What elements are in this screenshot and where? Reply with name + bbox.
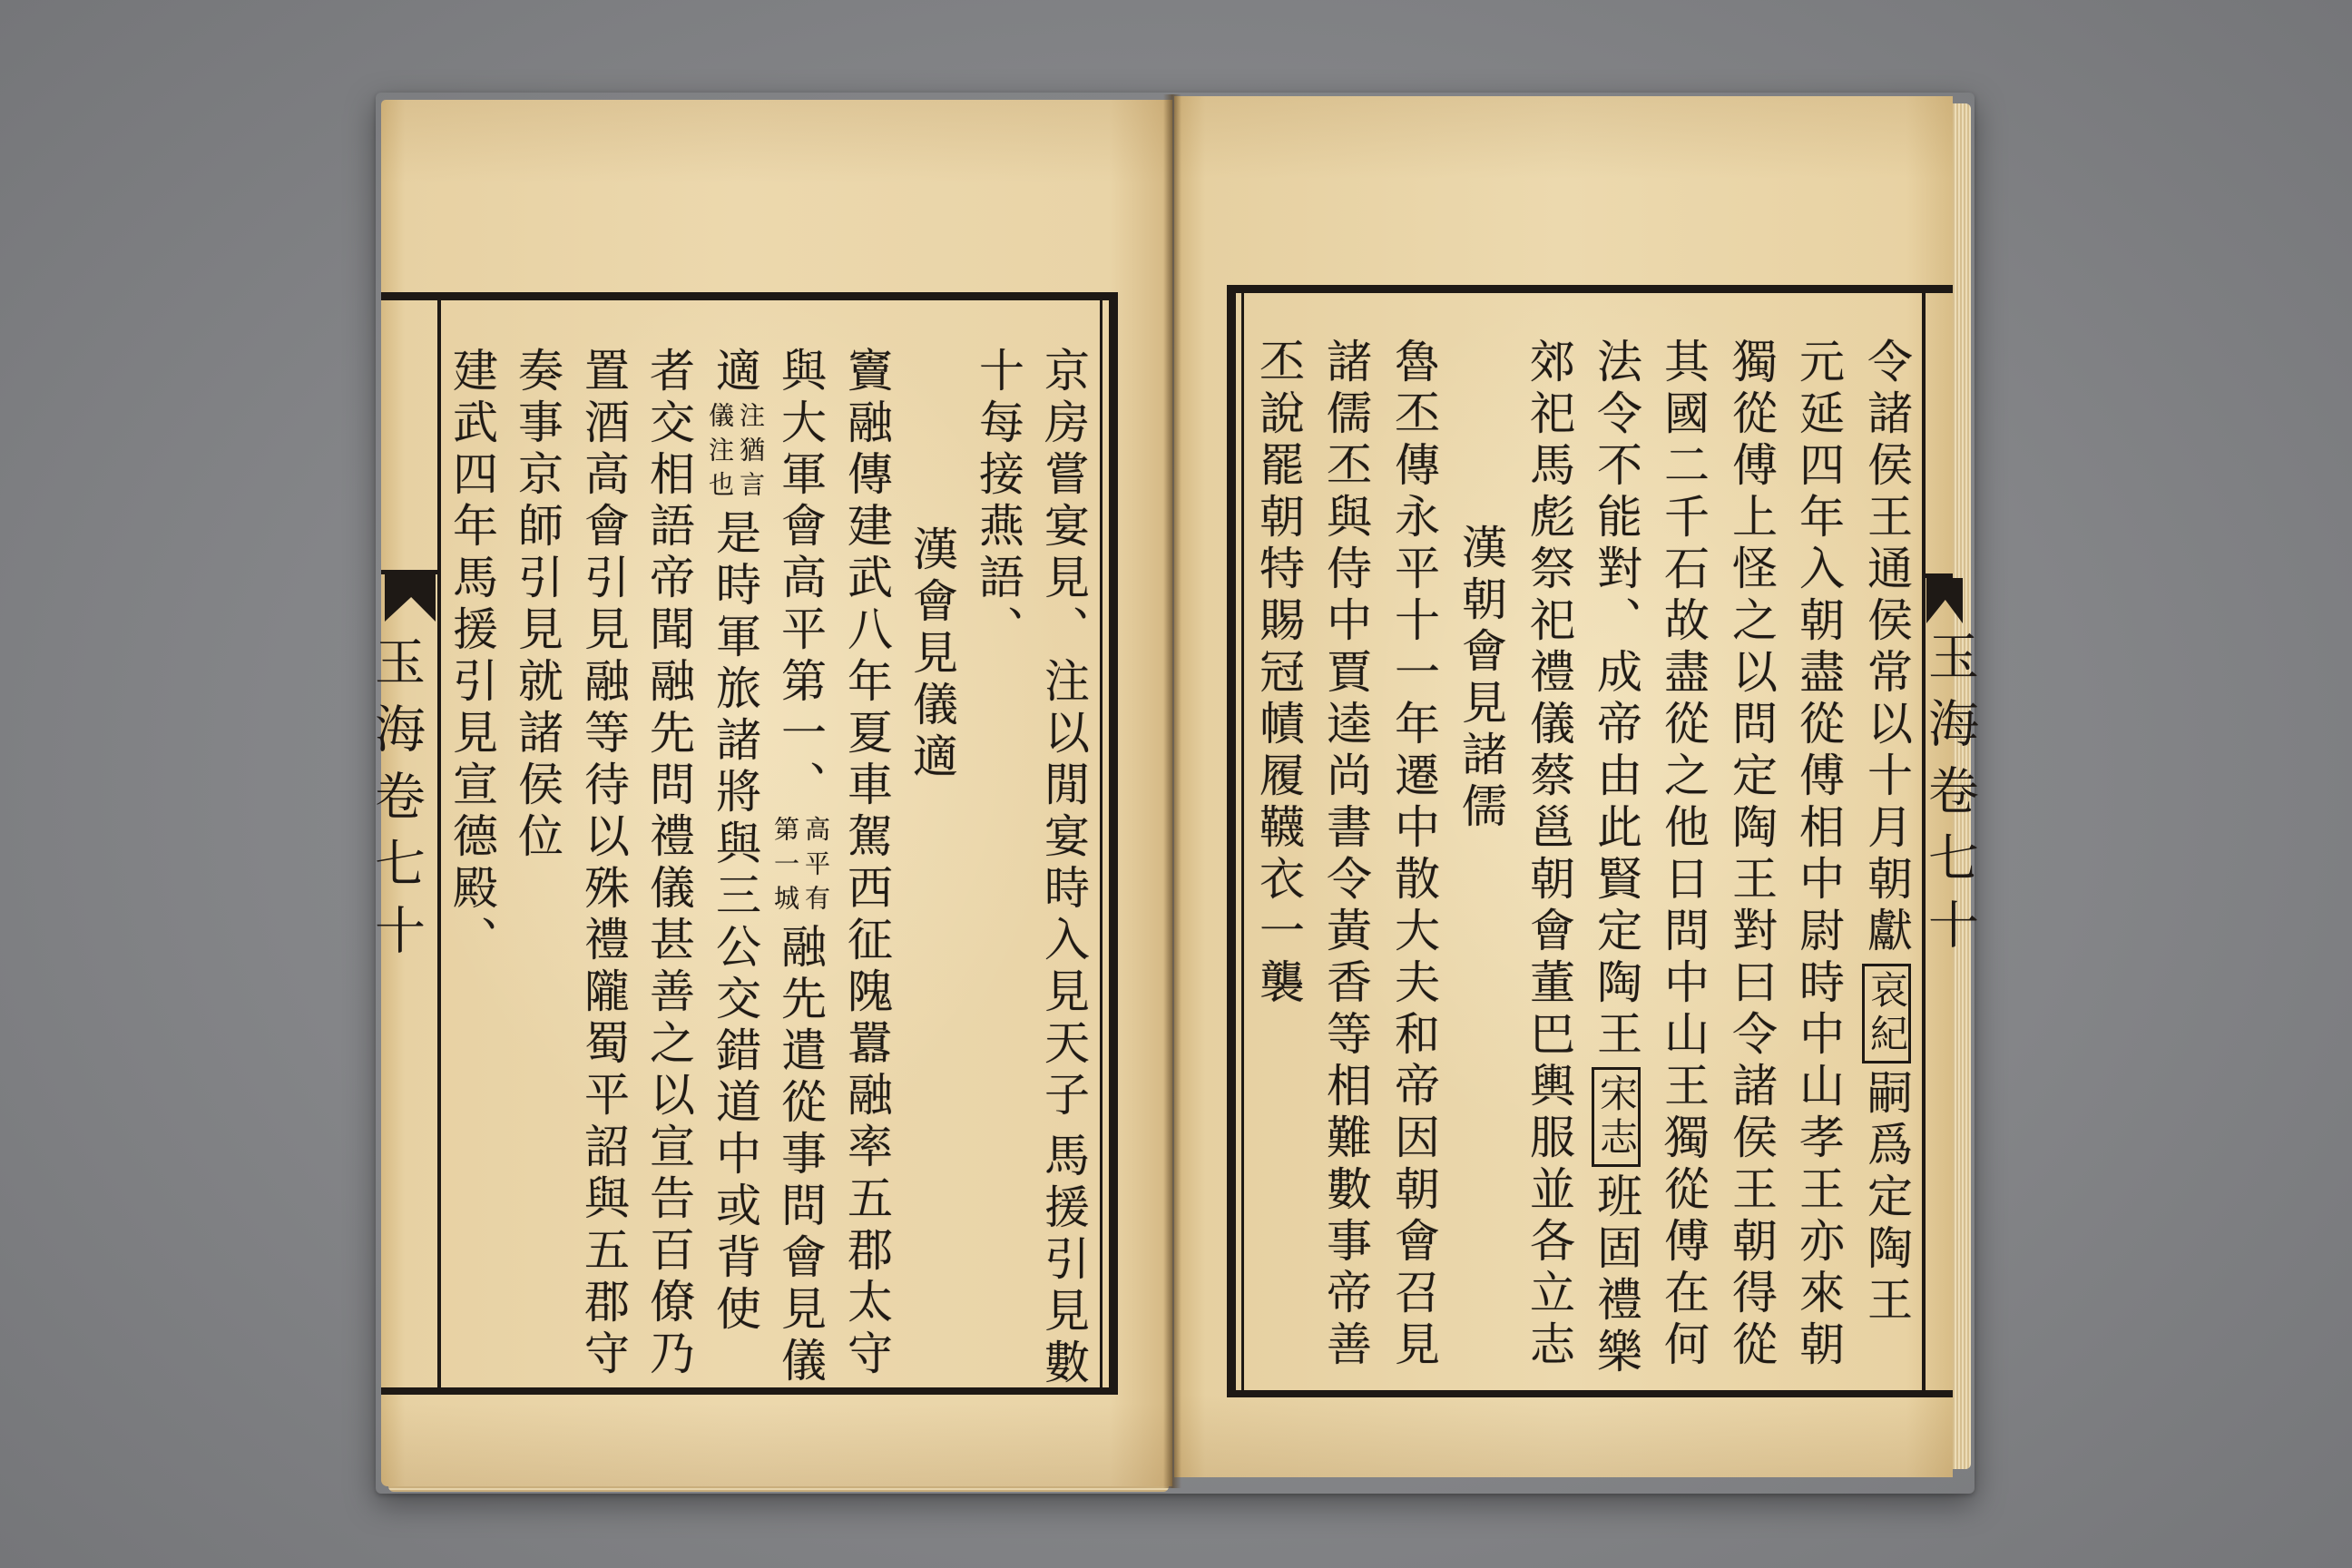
note-line: 第一城: [770, 816, 800, 919]
margin-title: 玉海卷七十: [1920, 630, 1979, 965]
column-text: 是時軍旅諸將與三公交錯道中或背使: [709, 509, 761, 1337]
column-text: 元延四年入朝盡從傅相中尉時中山孝王亦來朝: [1792, 338, 1845, 1372]
text-column: [965, 347, 1031, 1390]
note-line: 儀注也: [705, 402, 735, 505]
text-column: [439, 347, 505, 1390]
text-column: [1718, 338, 1785, 1381]
text-column: [1785, 338, 1852, 1381]
text-column: [1853, 338, 1920, 1381]
book-gutter: [1163, 94, 1181, 1488]
column-text: 建武四年馬援引見宣德殿、: [446, 347, 498, 967]
left-page: [367, 100, 1172, 1486]
text-column: [1312, 338, 1379, 1381]
frame-inner-rule: [1241, 293, 1244, 1390]
text-column: [1031, 347, 1096, 1390]
text-column: [505, 347, 570, 1390]
text-column: [636, 347, 701, 1390]
column-text: 其國二千石故盡從之他日問中山王獨從傅在何: [1657, 338, 1710, 1372]
section-heading-column: [899, 347, 965, 1390]
fish-tail-bar: [1924, 573, 1953, 578]
column-text: 奏事京師引見就諸侯位: [511, 347, 564, 864]
note-line: 高平有: [801, 816, 831, 919]
column-text: 十每接燕語、: [972, 347, 1024, 657]
column-text: 令諸侯王通侯常以十月朝獻: [1860, 338, 1913, 958]
margin-title: 玉海卷七十: [367, 635, 426, 971]
column-text: 者交相語帝聞融先問禮儀甚善之以宣告百僚乃: [642, 347, 695, 1381]
text-column: [768, 347, 833, 1390]
source-marker: 宋志: [1592, 1067, 1641, 1167]
column-text: 融先遣從事問會見儀: [774, 923, 827, 1388]
column-text: 馬援引見數: [1037, 1132, 1090, 1390]
column-text: 郊祀馬彪祭祀禮儀蔡邕朝會董巴輿服並各立志: [1523, 338, 1575, 1372]
column-text: 諸儒丕與侍中賈逵尚書令黃香等相難數事帝善: [1319, 338, 1372, 1372]
column-text: 獨從傅上怪之以問定陶王對曰令諸侯王朝得從: [1725, 338, 1778, 1372]
text-column: [1515, 338, 1583, 1381]
text-column: [1583, 338, 1650, 1381]
text-column: [834, 347, 899, 1390]
text-column: [1245, 338, 1312, 1381]
text-column: [571, 347, 636, 1390]
column-text: 法令不能對、成帝由此賢定陶王: [1590, 338, 1642, 1062]
section-heading: 漢朝會見諸儒: [1455, 524, 1507, 834]
column-text: 京房嘗宴見、注以閒宴時入見天子: [1037, 347, 1090, 1122]
text-column: [1650, 338, 1717, 1381]
section-heading: 漢會見儀適: [906, 525, 958, 784]
note-line: 注猶言: [736, 402, 766, 505]
column-text: 竇融傳建武八年夏車駕西征隗囂融率五郡太守: [840, 347, 893, 1381]
frame-inner-rule: [1100, 300, 1102, 1387]
double-line-note: [770, 816, 831, 919]
column-text: 丕說罷朝特賜冠幘履韈衣一襲: [1252, 338, 1305, 1010]
column-text: 置酒高會引見融等待以殊禮隴蜀平詔與五郡守: [577, 347, 630, 1381]
double-line-note: [705, 402, 766, 505]
section-heading-column: [1447, 338, 1514, 1381]
fish-tail-bar: [381, 570, 438, 574]
column-text: 與大軍會高平第一、: [774, 347, 827, 812]
source-marker: 哀紀: [1862, 964, 1911, 1063]
column-text: 魯丕傳永平十一年遷中散大夫和帝因朝會召見: [1387, 338, 1440, 1372]
column-text: 嗣爲定陶王: [1860, 1069, 1913, 1328]
right-page: [1174, 96, 1979, 1477]
column-text: 適: [709, 347, 761, 398]
text-column: [702, 347, 768, 1390]
column-text: 班固禮樂: [1590, 1172, 1642, 1379]
text-column: [1380, 338, 1447, 1381]
